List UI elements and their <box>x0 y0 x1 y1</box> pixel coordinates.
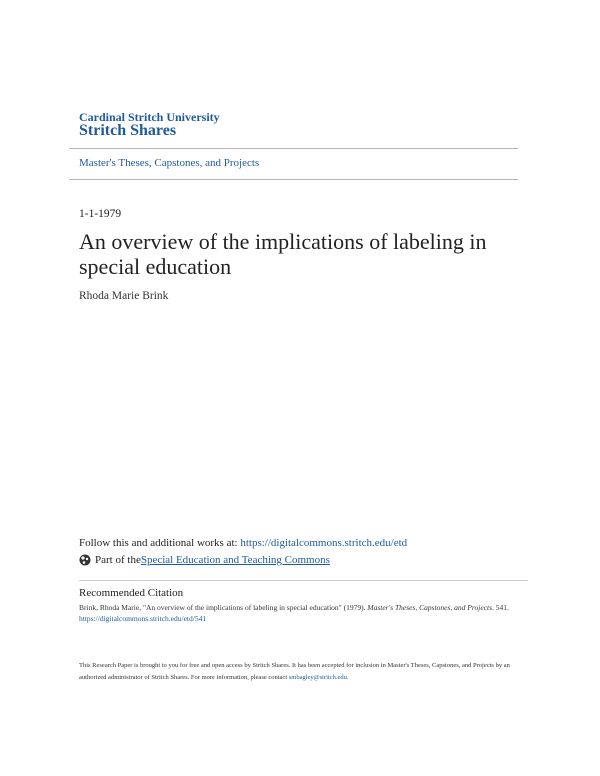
document-title: An overview of the implications of labeling in special education <box>79 229 487 279</box>
contact-email-link[interactable]: smbagley@stritch.edu <box>288 674 347 681</box>
series-link[interactable]: Master's Theses, Capstones, and Projects <box>79 157 260 169</box>
author-name: Rhoda Marie Brink <box>79 290 169 302</box>
citation-number: . 541. <box>492 603 509 612</box>
repository-name[interactable]: Stritch Shares <box>79 122 177 139</box>
commons-link[interactable]: Special Education and Teaching Commons <box>140 554 330 566</box>
citation-body: Brink, Rhoda Marie, "An overview of the implications of labeling in special education" (1979). <box>79 603 368 612</box>
follow-line <box>79 537 407 549</box>
footer-notice <box>79 660 519 684</box>
part-of-label: Part of the <box>95 554 141 566</box>
follow-label: Follow this and additional works at: <box>79 537 241 549</box>
divider-top <box>69 148 518 149</box>
commons-network-icon <box>79 554 91 566</box>
part-of-line <box>79 554 330 566</box>
follow-link[interactable]: https://digitalcommons.stritch.edu/etd <box>240 537 408 549</box>
citation-link[interactable]: https://digitalcommons.stritch.edu/etd/541 <box>79 614 207 623</box>
citation-series: Master's Theses, Capstones, and Projects <box>367 603 492 612</box>
citation-divider <box>79 580 528 581</box>
publication-date: 1-1-1979 <box>79 208 122 220</box>
divider-bottom <box>69 179 518 180</box>
citation-heading: Recommended Citation <box>79 587 184 599</box>
university-name: Cardinal Stritch University <box>79 110 220 124</box>
citation-text <box>79 602 519 624</box>
footer-text: This Research Paper is brought to you for free and open access by Stritch Shares. It has been accepted for inclusion in Master's Theses, Capstones, and Projects by an authorized administrator of Stritch Shares. For more information, please contact <box>79 662 510 681</box>
footer-end: . <box>346 674 349 681</box>
